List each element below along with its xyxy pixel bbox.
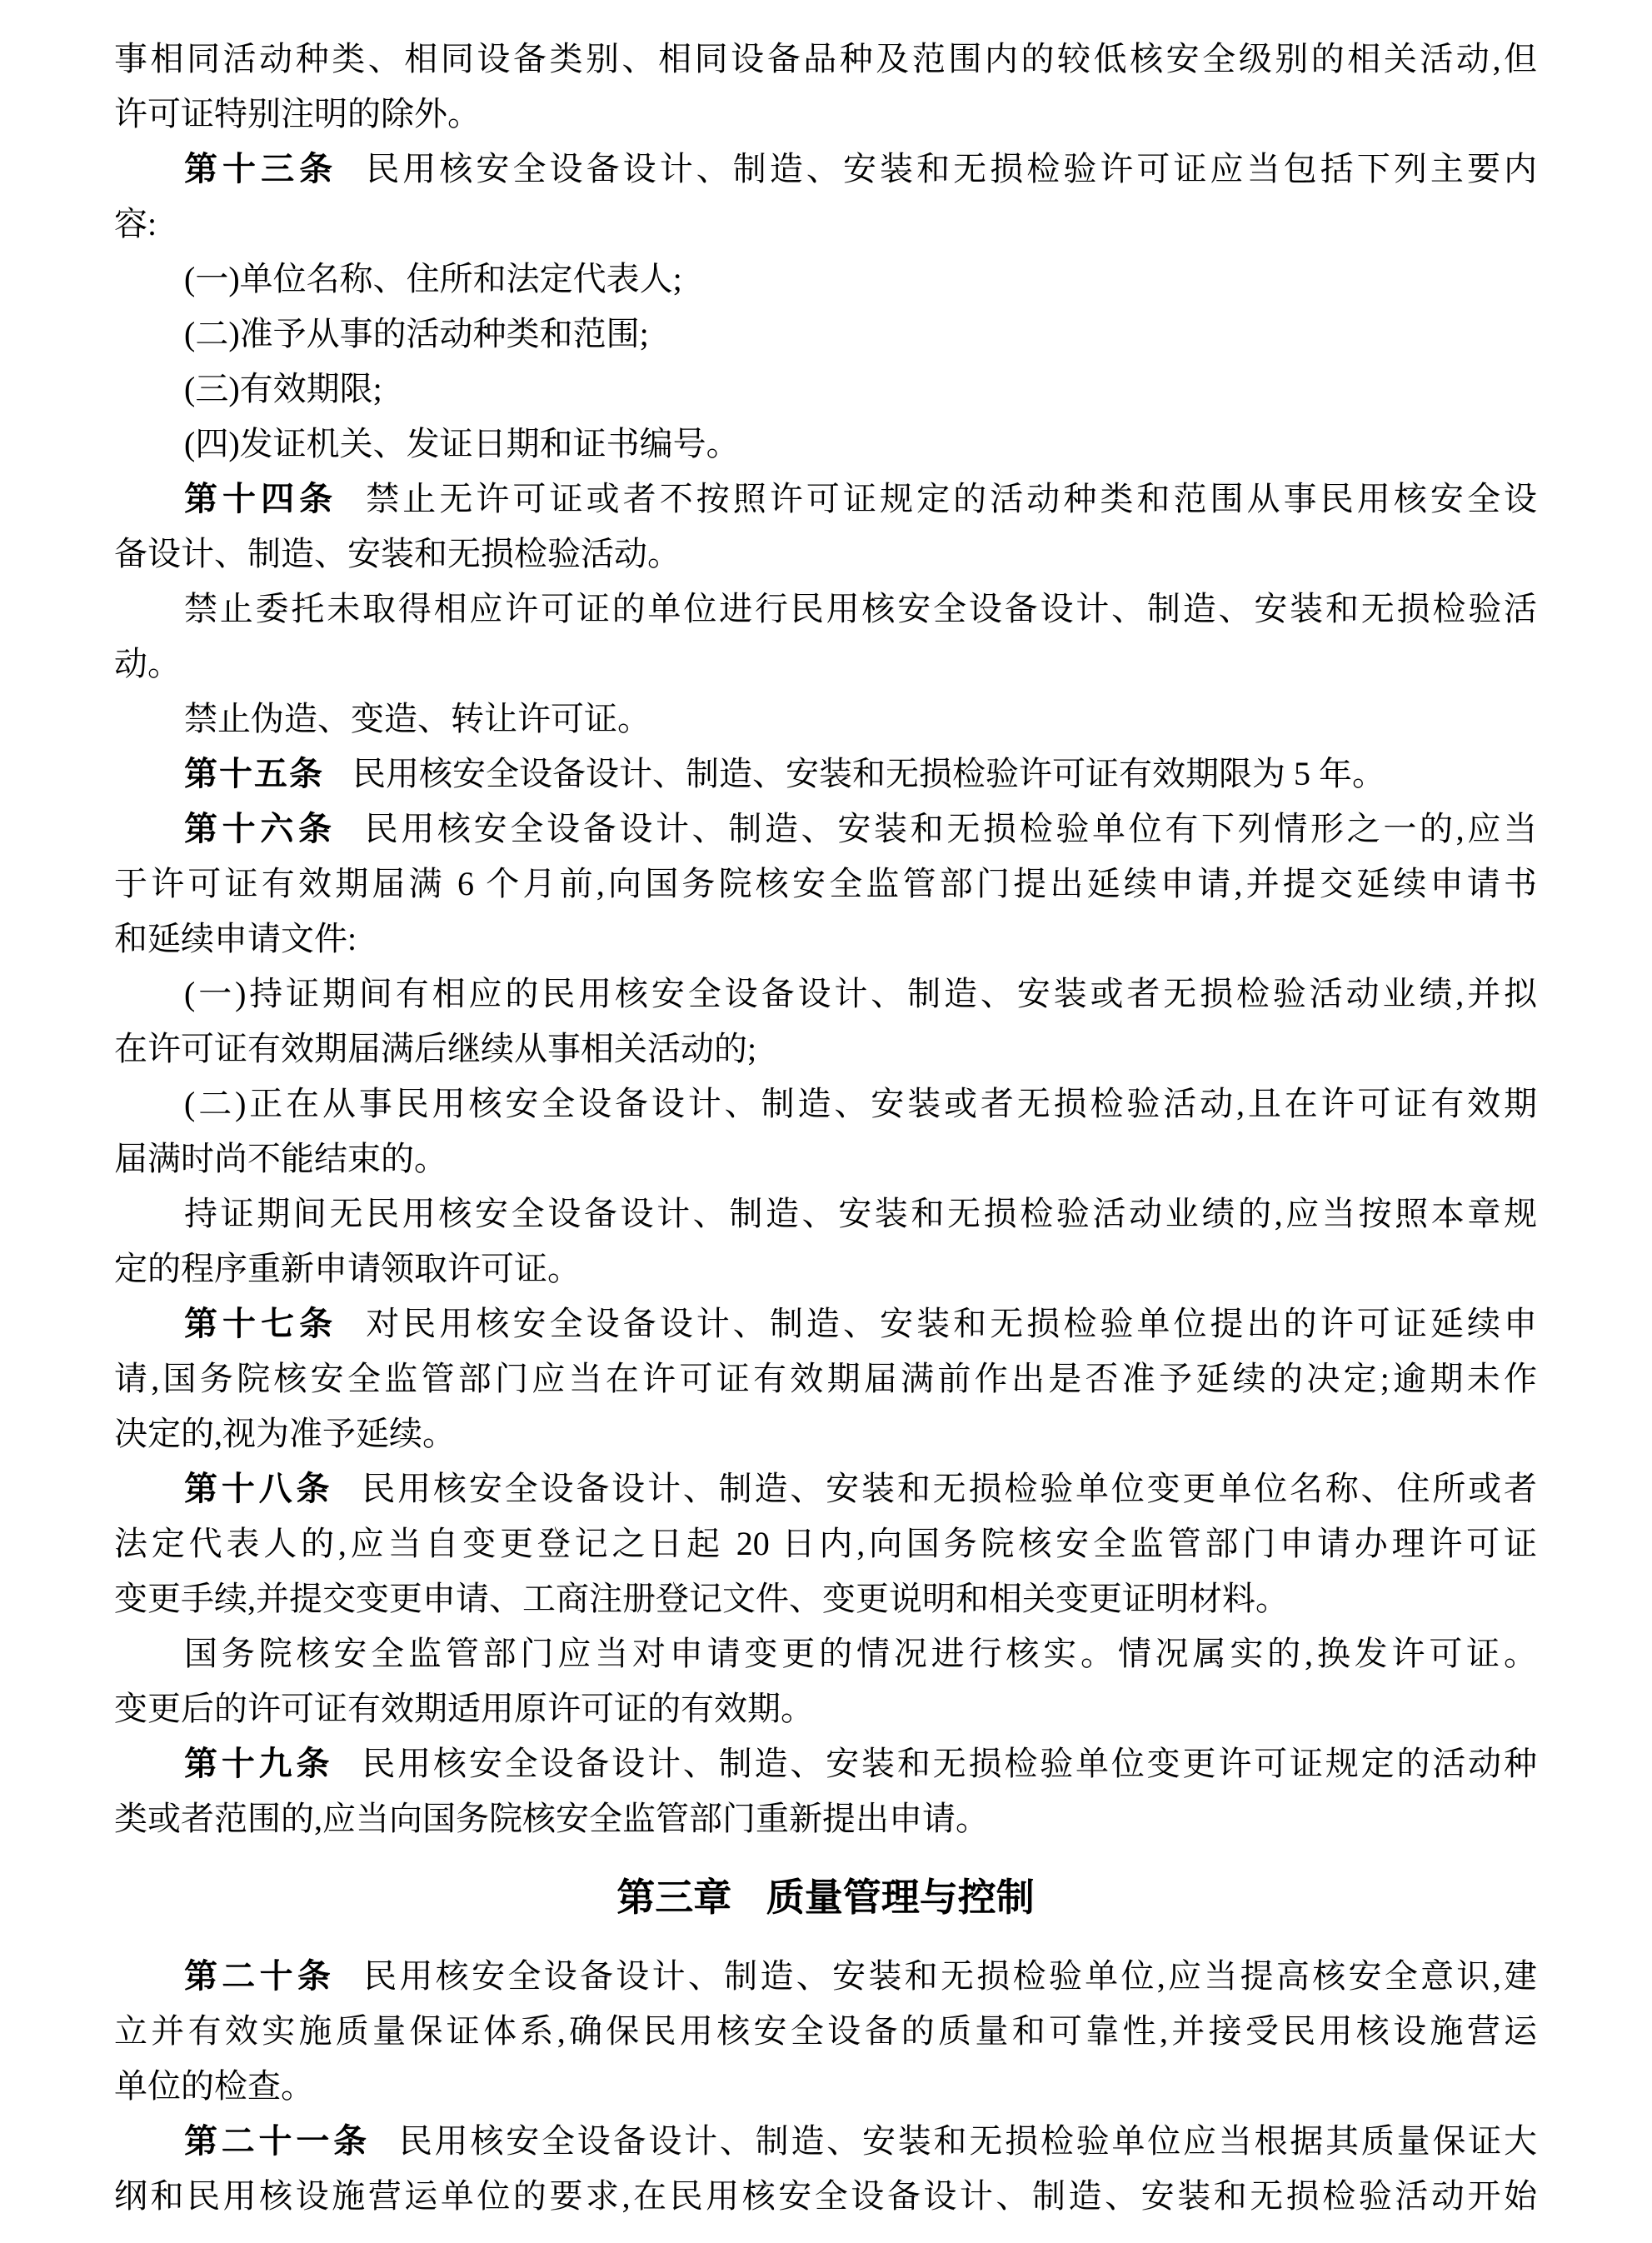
text-line [114, 747, 1537, 802]
line-text: 类或者范围的,应当向国务院核安全监管部门重新提出申请。 [114, 1800, 989, 1837]
line-text: 民用核安全设备设计、制造、安装和无损检验单位有下列情形之一的,应当 [364, 810, 1538, 847]
line-text: (一)持证期间有相应的民用核安全设备设计、制造、安装或者无损检验活动业绩,并拟 [184, 975, 1537, 1012]
text-line [114, 142, 1537, 197]
article-number: 第十九条 [184, 1746, 334, 1782]
text-line [114, 1406, 1537, 1461]
text-line [114, 417, 1537, 472]
text-line [114, 362, 1537, 417]
text-line [114, 472, 1537, 527]
text-line [114, 1351, 1537, 1406]
text-line [114, 1516, 1537, 1571]
line-text: 民用核安全设备设计、制造、安装和无损检验许可证应当包括下列主要内 [366, 150, 1538, 187]
text-line [114, 1131, 1537, 1186]
line-text: 容: [114, 205, 157, 242]
line-text: 和延续申请文件: [114, 920, 357, 957]
text-line [114, 1736, 1537, 1791]
text-line [114, 1296, 1537, 1351]
text-line [114, 637, 1537, 692]
text-line [114, 87, 1537, 142]
article-number: 第十六条 [184, 811, 337, 847]
article-number: 第十七条 [184, 1306, 338, 1342]
article-number: 第十五条 [184, 756, 324, 792]
article-number: 第二十条 [184, 1958, 336, 1995]
line-text: 事相同活动种类、相同设备类别、相同设备品种及范围内的较低核安全级别的相关活动,但 [114, 40, 1537, 77]
text-line [114, 2059, 1537, 2114]
article-number: 第十四条 [184, 481, 338, 517]
text-line [114, 197, 1537, 252]
line-text: 请,国务院核安全监管部门应当在许可证有效期届满前作出是否准予延续的决定;逾期未作 [114, 1360, 1537, 1397]
line-text: 对民用核安全设备设计、制造、安装和无损检验单位提出的许可证延续申 [366, 1305, 1538, 1342]
line-text: 许可证特别注明的除外。 [114, 95, 481, 132]
line-text: (四)发证机关、发证日期和证书编号。 [184, 425, 740, 462]
line-text: 禁止委托未取得相应许可证的单位进行民用核安全设备设计、制造、安装和无损检验活 [184, 590, 1537, 627]
text-line [114, 1241, 1537, 1296]
chapter-heading [114, 1870, 1537, 1926]
text-line [114, 912, 1537, 967]
line-text: 禁止无许可证或者不按照许可证规定的活动种类和范围从事民用核安全设 [366, 480, 1538, 517]
text-line [114, 802, 1537, 857]
line-text: (二)准予从事的活动种类和范围; [184, 315, 649, 352]
line-text: 决定的,视为准予延续。 [114, 1415, 456, 1452]
text-line [114, 967, 1537, 1022]
text-line [114, 2169, 1537, 2224]
line-text: 立并有效实施质量保证体系,确保民用核安全设备的质量和可靠性,并接受民用核设施营运 [114, 2012, 1537, 2050]
text-line [114, 1681, 1537, 1736]
line-text: 民用核安全设备设计、制造、安装和无损检验单位,应当提高核安全意识,建 [363, 1957, 1538, 1995]
line-text: 持证期间无民用核安全设备设计、制造、安装和无损检验活动业绩的,应当按照本章规 [184, 1195, 1537, 1232]
line-text: 国务院核安全监管部门应当对申请变更的情况进行核实。情况属实的,换发许可证。 [184, 1635, 1537, 1672]
line-text: 法定代表人的,应当自变更登记之日起 20 日内,向国务院核安全监管部门申请办理许可证 [114, 1525, 1537, 1562]
chapter-title: 质量管理与控制 [766, 1876, 1035, 1919]
line-text: 禁止伪造、变造、转让许可证。 [184, 700, 651, 737]
text-line [114, 692, 1537, 747]
text-line [114, 1949, 1537, 2004]
text-line [114, 2114, 1537, 2169]
text-line [114, 1791, 1537, 1846]
document-body [114, 32, 1537, 2224]
text-line [114, 1571, 1537, 1626]
text-line [114, 857, 1537, 912]
text-line [114, 582, 1537, 637]
article-number: 第十八条 [184, 1471, 334, 1507]
text-line [114, 307, 1537, 362]
text-line [114, 1077, 1537, 1131]
line-text: 备设计、制造、安装和无损检验活动。 [114, 535, 681, 572]
line-text: 在许可证有效期届满后继续从事相关活动的; [114, 1030, 757, 1067]
line-text: 民用核安全设备设计、制造、安装和无损检验单位应当根据其质量保证大 [398, 2122, 1538, 2160]
line-text: (一)单位名称、住所和法定代表人; [184, 260, 682, 297]
line-text: 民用核安全设备设计、制造、安装和无损检验单位变更单位名称、住所或者 [362, 1470, 1538, 1507]
text-line [114, 1186, 1537, 1241]
line-text: 变更手续,并提交变更申请、工商注册登记文件、变更说明和相关变更证明材料。 [114, 1580, 1289, 1617]
text-line [114, 1461, 1537, 1516]
article-number: 第二十一条 [184, 2123, 371, 2160]
text-line [114, 527, 1537, 582]
text-line [114, 252, 1537, 307]
text-line [114, 32, 1537, 87]
line-text: 届满时尚不能结束的。 [114, 1140, 447, 1177]
text-line [114, 1626, 1537, 1681]
text-line [114, 2004, 1537, 2059]
chapter-number: 第三章 [616, 1876, 732, 1919]
line-text: 于许可证有效期届满 6 个月前,向国务院核安全监管部门提出延续申请,并提交延续申请书 [114, 865, 1537, 902]
line-text: 定的程序重新申请领取许可证。 [114, 1250, 581, 1287]
line-text: 民用核安全设备设计、制造、安装和无损检验单位变更许可证规定的活动种 [362, 1745, 1538, 1782]
line-text: (二)正在从事民用核安全设备设计、制造、安装或者无损检验活动,且在许可证有效期 [184, 1085, 1537, 1122]
line-text: 纲和民用核设施营运单位的要求,在民用核安全设备设计、制造、安装和无损检验活动开始 [114, 2177, 1537, 2215]
article-number: 第十三条 [184, 151, 338, 187]
text-line [114, 1022, 1537, 1077]
line-text: 动。 [114, 645, 181, 682]
line-text: 单位的检查。 [114, 2067, 314, 2105]
line-text: 变更后的许可证有效期适用原许可证的有效期。 [114, 1690, 814, 1727]
line-text: 民用核安全设备设计、制造、安装和无损检验许可证有效期限为 5 年。 [352, 755, 1385, 792]
line-text: (三)有效期限; [184, 370, 382, 407]
